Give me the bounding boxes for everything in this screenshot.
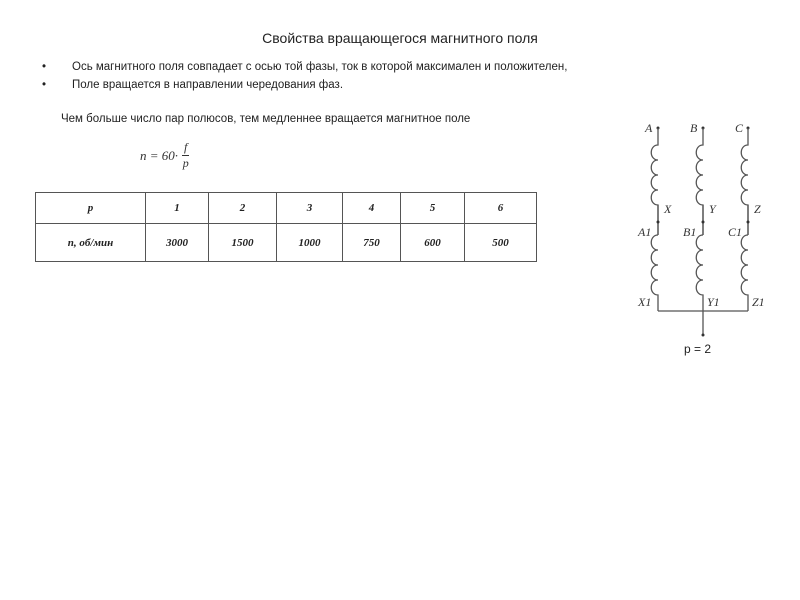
bullet-item: • Ось магнитного поля совпадает с осью той фазы, ток в которой максимален и положителен, [42, 58, 567, 76]
terminal-label: X [664, 202, 672, 216]
terminal-label: Z [754, 202, 761, 216]
terminal-dot [657, 221, 660, 224]
table-cell: 3 [277, 193, 343, 224]
denominator: p [182, 156, 189, 170]
winding-coil [696, 235, 703, 311]
table-cell: 1500 [209, 224, 277, 262]
table-cell: 750 [343, 224, 401, 262]
winding-coil [651, 235, 658, 311]
terminal-label: A1 [638, 225, 652, 239]
note-text: Чем больше число пар полюсов, тем медленнее вращается магнитное поле [61, 113, 471, 125]
winding-coil [696, 128, 703, 235]
terminal-label: C1 [728, 225, 743, 239]
table-cell: 600 [401, 224, 465, 262]
winding-coil [741, 128, 748, 235]
table-cell: n, об/мин [36, 224, 146, 262]
diagram-caption: p = 2 [684, 342, 712, 356]
table-cell: 3000 [146, 224, 209, 262]
table-cell: 1000 [277, 224, 343, 262]
terminal-dot [747, 221, 750, 224]
neutral-wire [658, 311, 748, 335]
terminal-label: C [735, 121, 744, 135]
table-cell: 500 [465, 224, 537, 262]
neutral-dot [702, 334, 705, 337]
terminal-label: A [645, 121, 653, 135]
winding-coil [741, 235, 748, 311]
winding-coil [651, 128, 658, 235]
bullet-item: • Поле вращается в направлении чередования фаз. [42, 76, 567, 94]
slide-title: Свойства вращающегося магнитного поля [262, 30, 538, 46]
formula-lhs: n = 60· [140, 147, 179, 163]
terminal-label: Y [709, 202, 716, 216]
terminal-dot [702, 221, 705, 224]
terminal-label: Y1 [707, 295, 720, 309]
terminal-label: Z1 [752, 295, 765, 309]
terminal-label: B [690, 121, 698, 135]
terminal-label: B1 [683, 225, 697, 239]
table-cell: 4 [343, 193, 401, 224]
table-cell: 2 [209, 193, 277, 224]
table-cell: 1 [146, 193, 209, 224]
table-cell: p [36, 193, 146, 224]
table-cell: 6 [465, 193, 537, 224]
terminal-label: X1 [638, 295, 652, 309]
numerator: f [184, 140, 188, 154]
table-cell: 5 [401, 193, 465, 224]
